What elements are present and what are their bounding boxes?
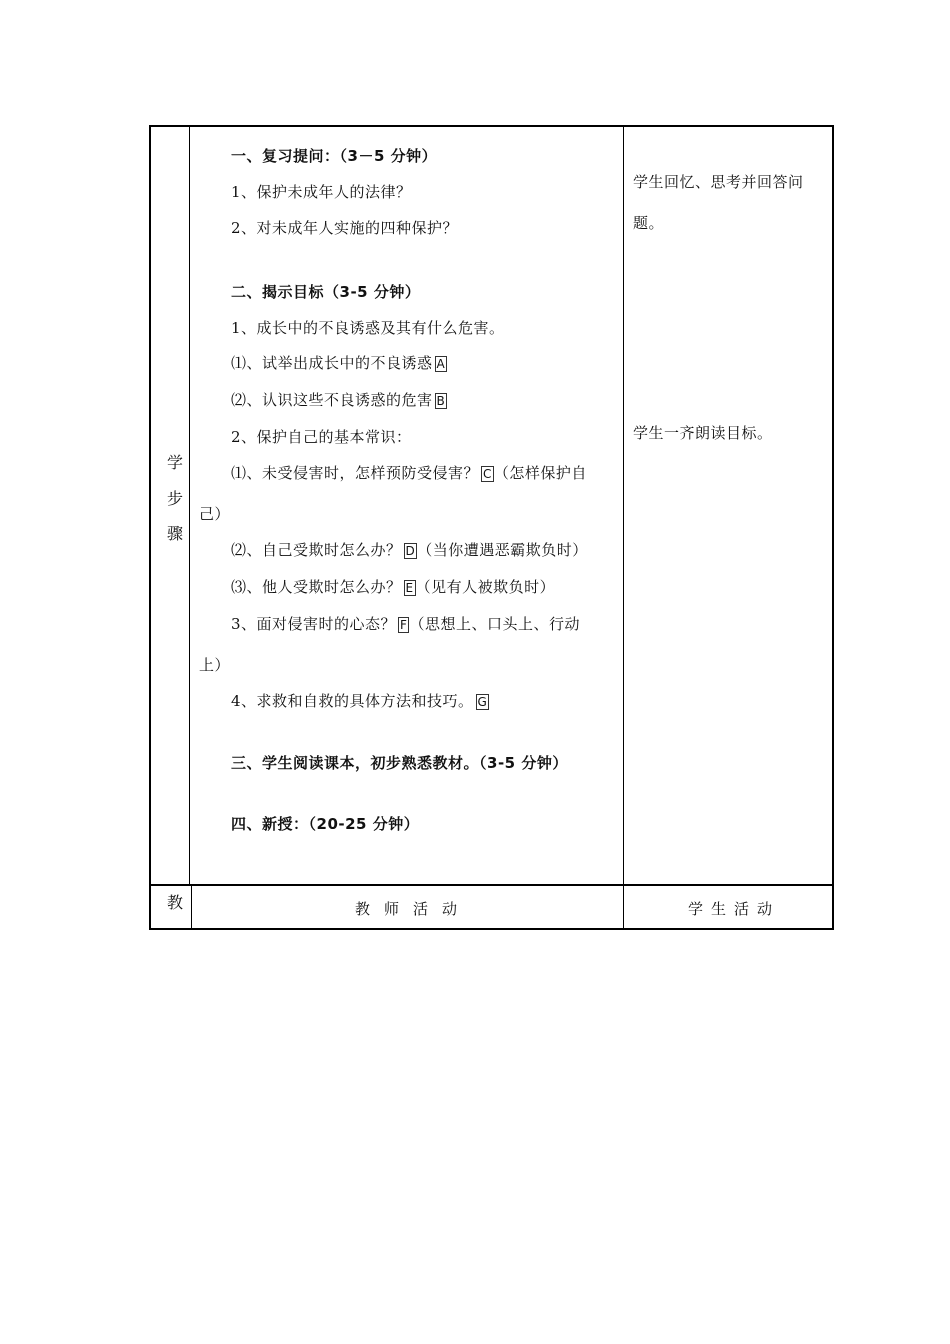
table-divider-left bbox=[189, 125, 190, 885]
section-2-title: 二、揭示目标（3-5 分钟） bbox=[231, 283, 421, 301]
marker-g: G bbox=[477, 695, 488, 709]
section-2-item-3-continuation: 上） bbox=[199, 656, 231, 674]
item-1b-text: ⑵、认识这些不良诱惑的危害 bbox=[231, 391, 433, 409]
side-label-bottom-char: 教 bbox=[166, 893, 183, 912]
section-2-item-1: 1、成长中的不良诱惑及其有什么危害。 bbox=[231, 319, 505, 337]
table-divider-left-bottom bbox=[191, 885, 192, 930]
item-4-text: 4、求救和自救的具体方法和技巧。 bbox=[231, 692, 474, 710]
section-2-item-2: 2、保护自己的基本常识： bbox=[231, 428, 412, 446]
section-1-question-1: 1、保护未成年人的法律？ bbox=[231, 183, 412, 201]
marker-f: F bbox=[400, 618, 408, 632]
section-2-item-3 bbox=[231, 614, 580, 634]
section-2-item-2c bbox=[231, 577, 555, 597]
lesson-table bbox=[149, 125, 834, 930]
side-label-char-1: 学 bbox=[166, 453, 183, 472]
section-1-question-2: 2、对未成年人实施的四种保护？ bbox=[231, 219, 459, 237]
item-2b-text: ⑵、自己受欺时怎么办？ bbox=[231, 541, 402, 559]
item-3-note: （思想上、口头上、行动 bbox=[409, 615, 580, 633]
side-label-char-3: 骤 bbox=[166, 524, 183, 543]
section-2-item-2a bbox=[231, 463, 587, 483]
table-row-divider bbox=[149, 884, 834, 886]
table-divider-right bbox=[623, 125, 624, 930]
section-2-item-1b bbox=[231, 390, 447, 410]
student-activity-2: 学生一齐朗读目标。 bbox=[633, 424, 773, 442]
section-3-title: 三、学生阅读课本，初步熟悉教材。（3-5 分钟） bbox=[231, 754, 568, 772]
marker-c: C bbox=[483, 467, 492, 481]
item-2b-note: （当你遭遇恶霸欺负时） bbox=[417, 541, 588, 559]
side-label-char-2: 步 bbox=[166, 489, 183, 508]
marker-b: B bbox=[436, 394, 446, 408]
student-activity-1-line-1: 学生回忆、思考并回答问 bbox=[633, 173, 804, 191]
marker-e: E bbox=[405, 581, 414, 595]
item-2a-text: ⑴、未受侵害时，怎样预防受侵害？ bbox=[231, 464, 480, 482]
item-1a-text: ⑴、试举出成长中的不良诱惑 bbox=[231, 354, 433, 372]
teacher-activity-header: 教师活动 bbox=[355, 900, 472, 918]
student-activity-1-line-2: 题。 bbox=[633, 214, 665, 232]
item-2c-note: （见有人被欺负时） bbox=[415, 578, 556, 596]
section-4-title: 四、新授：（20-25 分钟） bbox=[231, 815, 420, 833]
student-activity-header: 学生活动 bbox=[688, 900, 781, 918]
section-2-item-1a bbox=[231, 353, 447, 373]
item-2a-note: （怎样保护自 bbox=[493, 464, 587, 482]
item-3-text: 3、面对侵害时的心态？ bbox=[231, 615, 397, 633]
item-2c-text: ⑶、他人受欺时怎么办？ bbox=[231, 578, 402, 596]
marker-a: A bbox=[436, 357, 446, 371]
marker-d: D bbox=[405, 544, 416, 558]
section-2-item-4 bbox=[231, 691, 489, 711]
section-2-item-2b bbox=[231, 540, 588, 560]
section-2-item-2a-continuation: 己） bbox=[199, 505, 231, 523]
section-1-title: 一、复习提问：（3－5 分钟） bbox=[231, 147, 438, 165]
